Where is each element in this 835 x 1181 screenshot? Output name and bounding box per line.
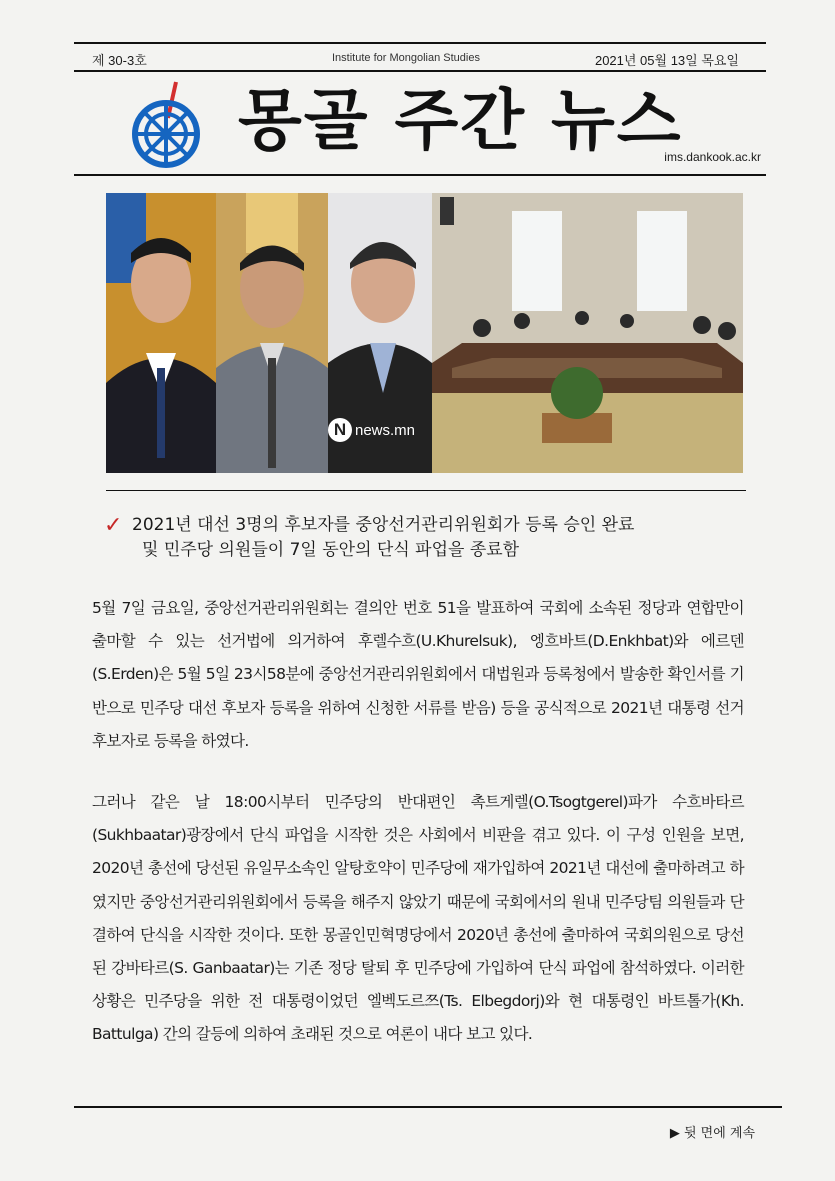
candidate-photo-1 (106, 193, 216, 473)
institute-name: Institute for Mongolian Studies (332, 52, 480, 64)
website-url: ims.dankook.ac.kr (664, 150, 761, 164)
article-paragraph-1: 5월 7일 금요일, 중앙선거관리위원회는 결의안 번호 51을 발표하여 국회에 소속된 정당과 연합만이 출마할 수 있는 선거법에 의거하여 후렐수흐(U.Khurelsuk), 엥흐바트(D.Enkhbat)와 에르덴(S.Erden)은 5월 5일 23시58분에 중앙선거관리위원회에서 대법원과 등록청에서 발송한 확인서를 기반으로 민주당 대선 후보자 등록을 위하여 신청한 서류를 받음) 등을 공식적으로 2021년 대통령 선거 후보자로 등록을 하였다. (92, 599, 744, 750)
candidate-photo-2 (216, 193, 328, 473)
article-paragraph-2: 그러나 같은 날 18:00시부터 민주당의 반대편인 촉트게렐(O.Tsogtgerel)파가 수흐바타르(Sukhbaatar)광장에서 단식 파업을 시작한 것은 사회에서 비판을 겪고 있다. 이 구성 인원을 보면, 2020년 총선에 당선된 유일무소속인 알탕호약이 민주당에 재가입하여 2021년 대선에 출마하려고 하였지만 중앙선거관리위원회에서 등록을 해주지 않았기 때문에 국회에서의 원내 민주당팀 의원들과 단결하여 단식을 시작한 것이다. 또한 몽골인민혁명당에서 2020년 총선에 출마하여 국회의원으로 당선된 강바타르(S. Ganbaatar)는 기존 정당 탈퇴 후 민주당에 가입하여 단식 파업에 참석하였다. 이러한 상황은 민주당을 위한 전 대통령이었던 엘벡도르쯔(Ts. Elbegdorj)와 현 대통령인 바트톨가(Kh. Battulga) 간의 갈등에 의하여 초래된 것으로 여론이 내다 보고 있다. (92, 793, 744, 1044)
top-rule-lower (74, 70, 766, 72)
meeting-room-photo (432, 193, 743, 473)
masthead-title: 몽골 주간 뉴스 (238, 82, 683, 159)
masthead-rule (74, 174, 766, 176)
checkmark-icon: ✓ (104, 513, 123, 538)
news-logo-icon: N (328, 418, 352, 442)
issue-date: 2021년 05월 13일 목요일 (594, 53, 739, 68)
footer-rule (74, 1106, 782, 1108)
institute-logo-icon (130, 80, 204, 170)
watermark-text: news.mn (355, 421, 416, 439)
top-rule-upper (74, 42, 766, 44)
news-watermark (328, 418, 415, 442)
issue-number: 제 30-3호 (92, 53, 147, 68)
headline-line-1: 2021년 대선 3명의 후보자를 중앙선거관리위원회가 등록 승인 완료 (132, 515, 635, 535)
continued-on-back-note: ▶ 뒷 면에 계속 (669, 1126, 755, 1141)
photo-divider-rule (106, 490, 746, 491)
headline-line-2: 및 민주당 의원들이 7일 동안의 단식 파업을 종료함 (142, 540, 520, 560)
article-headline (104, 513, 744, 563)
